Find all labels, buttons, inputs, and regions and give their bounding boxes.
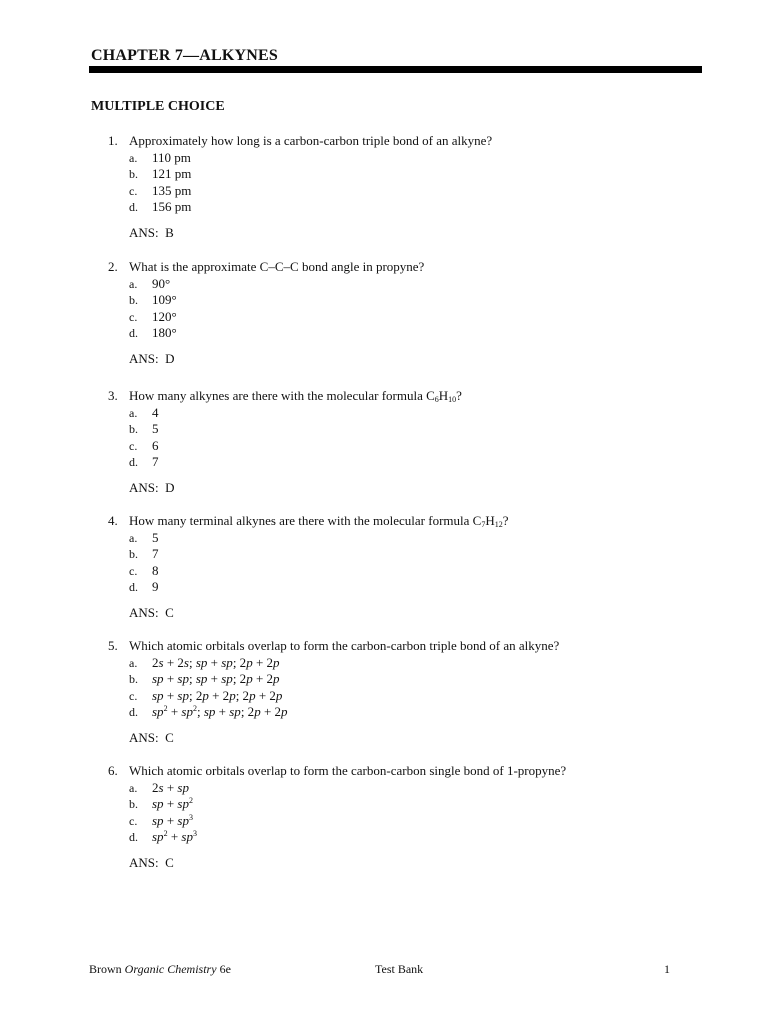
option-d: d. 180° [129,325,177,341]
option-c: c. sp + sp; 2p + 2p; 2p + 2p [129,687,283,703]
option-c: c. 8 [129,562,159,578]
option-text: 6 [152,437,159,453]
question-text: What is the approximate C–C–C bond angle in propyne? [129,259,425,274]
option-text: 121 pm [152,166,192,182]
option-text: 8 [152,562,159,578]
answer-value: C [165,604,174,620]
option-a: a. 4 [129,404,159,420]
footer-center-label: Test Bank [375,962,424,976]
answer-line: ANS: D [129,479,175,495]
question-3 [108,388,708,497]
option-text: sp + sp; 2p + 2p; 2p + 2p [152,687,283,703]
option-d: d. 7 [129,454,159,470]
answer-value: C [165,854,174,870]
footer-italic-title: Organic Chemistry [124,962,217,976]
answer-line: ANS: C [129,729,174,745]
answer-value: C [165,729,174,745]
question-2 [108,259,708,368]
footer-book-title: Brown Organic Chemistry 6e [89,962,231,976]
answer-line: ANS: C [129,854,174,870]
option-a: a. 110 pm [129,149,191,165]
option-b: b. 7 [129,546,159,562]
option-b: b. sp + $sp^2$ [129,796,193,812]
option-d: d. $sp^2 + sp^3$ [129,829,197,845]
option-b: b. 109° [129,292,177,308]
answer-value: D [165,350,175,366]
option-c: c. 120° [129,308,177,324]
formula-subscript: 10 [448,395,457,404]
option-b: b. 121 pm [129,166,192,182]
section-heading: MULTIPLE CHOICE [91,99,225,114]
option-text: sp + $sp^2$ [152,796,193,812]
option-text: 5 [152,529,159,545]
option-text: 7 [152,546,159,562]
question-stem [108,259,708,276]
option-b: b. sp + sp; sp + sp; 2p + 2p [129,671,280,687]
option-text: 90° [152,275,171,291]
formula-subscript: 12 [494,520,503,529]
answer-line: ANS: D [129,350,175,366]
option-text: 2s + sp [152,779,189,795]
question-text: Which atomic orbitals overlap to form the carbon-carbon triple bond of an alkyne? [129,638,560,653]
option-a: a. 2s + 2s; sp + sp; 2p + 2p [129,654,280,670]
option-text: 120° [152,308,177,324]
answer-line: ANS: C [129,604,174,620]
answer-value: B [165,224,174,240]
option-c: c. 6 [129,437,159,453]
question-5 [108,638,708,747]
formula-subscript: 7 [481,520,486,529]
question-text: Which atomic orbitals overlap to form the carbon-carbon single bond of 1-propyne? [129,763,567,778]
option-text: 109° [152,292,177,308]
question-stem: 3. How many alkynes are there with the molecular formula $C_6H_{10}$? [108,388,462,404]
option-c: c. sp + $sp^3$ [129,812,193,828]
question-1 [108,133,708,242]
question-stem [108,638,708,655]
option-d: d. 156 pm [129,199,192,215]
question-number: 2. [108,259,118,274]
option-c: c. 135 pm [129,182,192,198]
option-a: a. 5 [129,529,159,545]
chapter-title: CHAPTER 7—ALKYNES [91,47,278,64]
option-text: 7 [152,454,159,470]
option-text: 2s + 2s; sp + sp; 2p + 2p [152,654,280,670]
question-number: 6. [108,763,118,778]
option-b: b. 5 [129,421,159,437]
question-stem [108,133,708,150]
option-text: sp + $sp^3$ [152,812,193,828]
question-number: 5. [108,638,118,653]
option-text: 5 [152,421,159,437]
option-a: a. 90° [129,275,171,291]
formula-subscript: 6 [434,395,439,404]
question-4 [108,513,708,622]
question-text: Approximately how long is a carbon-carbon triple bond of an alkyne? [129,133,493,148]
option-text: 110 pm [152,149,191,165]
question-text: How many alkynes are there with the molecular formula C [129,388,435,403]
question-stem [108,763,708,780]
page-number: 1 [664,962,670,976]
option-text: 4 [152,404,159,420]
question-stem: 4. How many terminal alkynes are there with the molecular formula $C_7H_{12}$? [108,513,509,529]
question-number: 1. [108,133,118,148]
option-text: 9 [152,579,159,595]
option-text: 180° [152,325,177,341]
option-text: 156 pm [152,199,192,215]
option-d: d. 9 [129,579,159,595]
question-number: 3. [108,388,118,403]
option-d: d. $sp^2 + sp^2$; sp + sp; 2p + 2p [129,704,288,720]
option-text: sp + sp; sp + sp; 2p + 2p [152,671,280,687]
question-number: 4. [108,513,118,528]
answer-line: ANS: B [129,224,174,240]
option-text: $sp^2 + sp^2$; sp + sp; 2p + 2p [152,704,288,720]
answer-value: D [165,479,175,495]
question-6 [108,763,708,872]
option-a: a. 2s + sp [129,779,189,795]
title-rule [89,66,702,73]
question-text: How many terminal alkynes are there with the molecular formula C [129,513,482,528]
option-text: 135 pm [152,182,192,198]
option-text: $sp^2 + sp^3$ [152,829,197,845]
